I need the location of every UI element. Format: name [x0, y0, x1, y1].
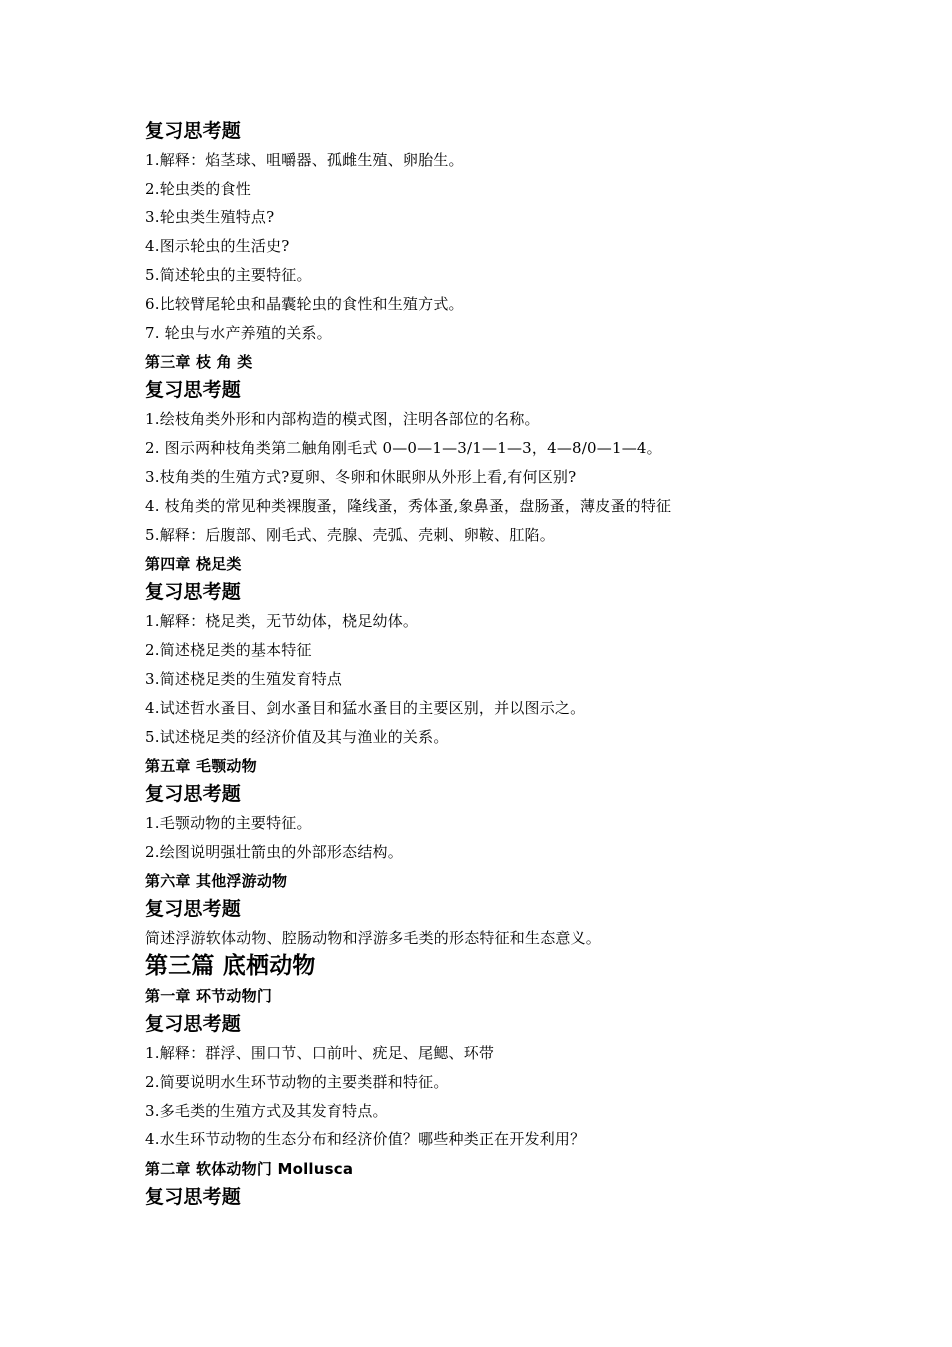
chapter-heading: 第一章 环节动物门 [145, 987, 273, 1005]
question-item: 1.解释：桡足类，无节幼体，桡足幼体。 [145, 612, 419, 630]
section-heading-review: 复习思考题 [145, 120, 242, 142]
chapter-heading: 第二章 软体动物门 Mollusca [145, 1160, 354, 1178]
part-heading: 第三篇 底栖动物 [145, 953, 316, 979]
question-item: 2. 图示两种枝角类第二触角刚毛式 0—0—1—3/1—1—3，4—8/0—1—4。 [145, 439, 662, 457]
section-heading-review: 复习思考题 [145, 581, 242, 603]
section-heading-review: 复习思考题 [145, 783, 242, 805]
section-heading-review: 复习思考题 [145, 1186, 242, 1208]
question-item: 3.枝角类的生殖方式?夏卵、冬卵和休眠卵从外形上看,有何区别? [145, 468, 577, 486]
question-item: 3.轮虫类生殖特点? [145, 208, 275, 226]
chapter-heading: 第五章 毛颚动物 [145, 757, 257, 775]
question-item: 4.试述哲水蚤目、剑水蚤目和猛水蚤目的主要区别，并以图示之。 [145, 699, 586, 717]
chapter-heading: 第三章 枝 角 类 [145, 353, 253, 371]
question-item: 2.简述桡足类的基本特征 [145, 641, 312, 659]
question-item: 3.多毛类的生殖方式及其发育特点。 [145, 1102, 388, 1120]
chapter-heading: 第六章 其他浮游动物 [145, 872, 288, 890]
question-item: 2.绘图说明强壮箭虫的外部形态结构。 [145, 843, 403, 861]
question-item: 1.解释：焰茎球、咀嚼器、孤雌生殖、卵胎生。 [145, 151, 464, 169]
question-item: 5.解释：后腹部、刚毛式、壳腺、壳弧、壳刺、卵鞍、肛陷。 [145, 526, 555, 544]
chapter-heading: 第四章 桡足类 [145, 555, 242, 573]
section-heading-review: 复习思考题 [145, 379, 242, 401]
question-item: 1.解释：群浮、围口节、口前叶、疣足、尾鳃、环带 [145, 1044, 495, 1062]
question-item: 3.简述桡足类的生殖发育特点 [145, 670, 343, 688]
section-heading-review: 复习思考题 [145, 1013, 242, 1035]
question-item: 4.水生环节动物的生态分布和经济价值？哪些种类正在开发利用？ [145, 1130, 586, 1148]
question-item: 4. 枝角类的常见种类裸腹蚤，隆线蚤，秀体蚤,象鼻蚤，盘肠蚤，薄皮蚤的特征 [145, 497, 672, 515]
question-item: 1.毛颚动物的主要特征。 [145, 814, 312, 832]
question-item: 5.试述桡足类的经济价值及其与渔业的关系。 [145, 728, 449, 746]
question-item: 6.比较臂尾轮虫和晶囊轮虫的食性和生殖方式。 [145, 295, 464, 313]
question-item: 7. 轮虫与水产养殖的关系。 [145, 324, 332, 342]
section-heading-review: 复习思考题 [145, 898, 242, 920]
question-item: 2.轮虫类的食性 [145, 180, 251, 198]
question-item: 2.简要说明水生环节动物的主要类群和特征。 [145, 1073, 449, 1091]
question-item: 5.简述轮虫的主要特征。 [145, 266, 312, 284]
question-item: 简述浮游软体动物、腔肠动物和浮游多毛类的形态特征和生态意义。 [145, 929, 602, 947]
question-item: 1.绘枝角类外形和内部构造的模式图，注明各部位的名称。 [145, 410, 540, 428]
question-item: 4.图示轮虫的生活史? [145, 237, 290, 255]
